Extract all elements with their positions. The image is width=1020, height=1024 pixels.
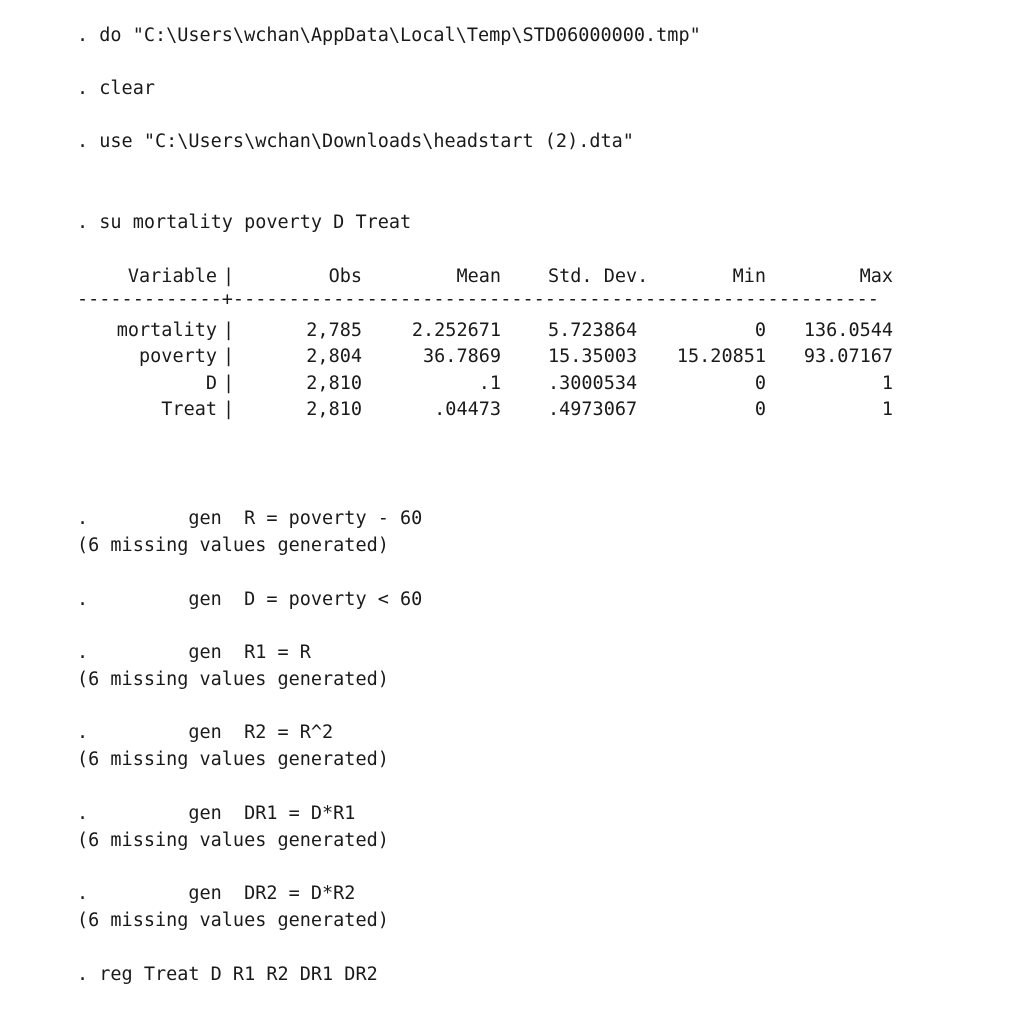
command-gen-r2: . gen R2 = R^2 (77, 722, 334, 743)
command-clear: . clear (77, 78, 155, 99)
row-max: 93.07167 (803, 346, 893, 367)
row-mean: .1 (478, 373, 501, 394)
command-gen-d: . gen D = poverty < 60 (77, 589, 423, 610)
header-max: Max (859, 266, 893, 287)
row-std-dev: 15.35003 (548, 346, 638, 367)
header-mean: Mean (456, 266, 501, 287)
header-std-dev: Std. Dev. (548, 266, 649, 287)
row-min: 15.20851 (676, 346, 766, 367)
command-gen-r: . gen R = poverty - 60 (77, 508, 423, 529)
row-separator: | (223, 373, 235, 394)
command-gen-r1: . gen R1 = R (77, 642, 311, 663)
row-std-dev: 5.723864 (548, 320, 638, 341)
row-mean: .04473 (434, 399, 501, 420)
header-obs: Obs (328, 266, 362, 287)
row-min: 0 (754, 399, 766, 420)
header-separator: | (223, 266, 235, 287)
row-variable: Treat (161, 399, 217, 420)
header-variable: Variable (127, 266, 217, 287)
message-missing-values: (6 missing values generated) (77, 535, 389, 556)
row-mean: 2.252671 (411, 320, 501, 341)
row-separator: | (223, 320, 235, 341)
table-row (77, 373, 897, 395)
command-gen-dr1: . gen DR1 = D*R1 (77, 803, 356, 824)
row-obs: 2,810 (306, 373, 362, 394)
command-gen-dr2: . gen DR2 = D*R2 (77, 883, 356, 904)
command-summarize: . su mortality poverty D Treat (77, 212, 412, 233)
row-max: 1 (881, 373, 893, 394)
row-variable: poverty (139, 346, 217, 367)
command-regress: . reg Treat D R1 R2 DR1 DR2 (77, 964, 378, 985)
row-obs: 2,785 (306, 320, 362, 341)
message-missing-values: (6 missing values generated) (77, 669, 389, 690)
row-min: 0 (754, 373, 766, 394)
row-max: 136.0544 (803, 320, 893, 341)
row-separator: | (223, 399, 235, 420)
message-missing-values: (6 missing values generated) (77, 910, 389, 931)
table-rule: -------------+---------------------------------------------------------- (77, 289, 879, 310)
row-separator: | (223, 346, 235, 367)
row-obs: 2,810 (306, 399, 362, 420)
row-std-dev: .4973067 (548, 399, 638, 420)
header-min: Min (732, 266, 766, 287)
table-row (77, 346, 897, 368)
command-do: . do "C:\Users\wchan\AppData\Local\Temp\STD06000000.tmp" (77, 25, 701, 46)
message-missing-values: (6 missing values generated) (77, 749, 389, 770)
row-variable: mortality (116, 320, 217, 341)
row-obs: 2,804 (306, 346, 362, 367)
row-std-dev: .3000534 (548, 373, 638, 394)
row-mean: 36.7869 (423, 346, 501, 367)
command-use: . use "C:\Users\wchan\Downloads\headstart (2).dta" (77, 131, 634, 152)
table-header-row (77, 266, 897, 288)
table-row (77, 399, 897, 421)
row-variable: D (205, 373, 217, 394)
row-max: 1 (881, 399, 893, 420)
table-row (77, 320, 897, 342)
message-missing-values: (6 missing values generated) (77, 830, 389, 851)
row-min: 0 (754, 320, 766, 341)
